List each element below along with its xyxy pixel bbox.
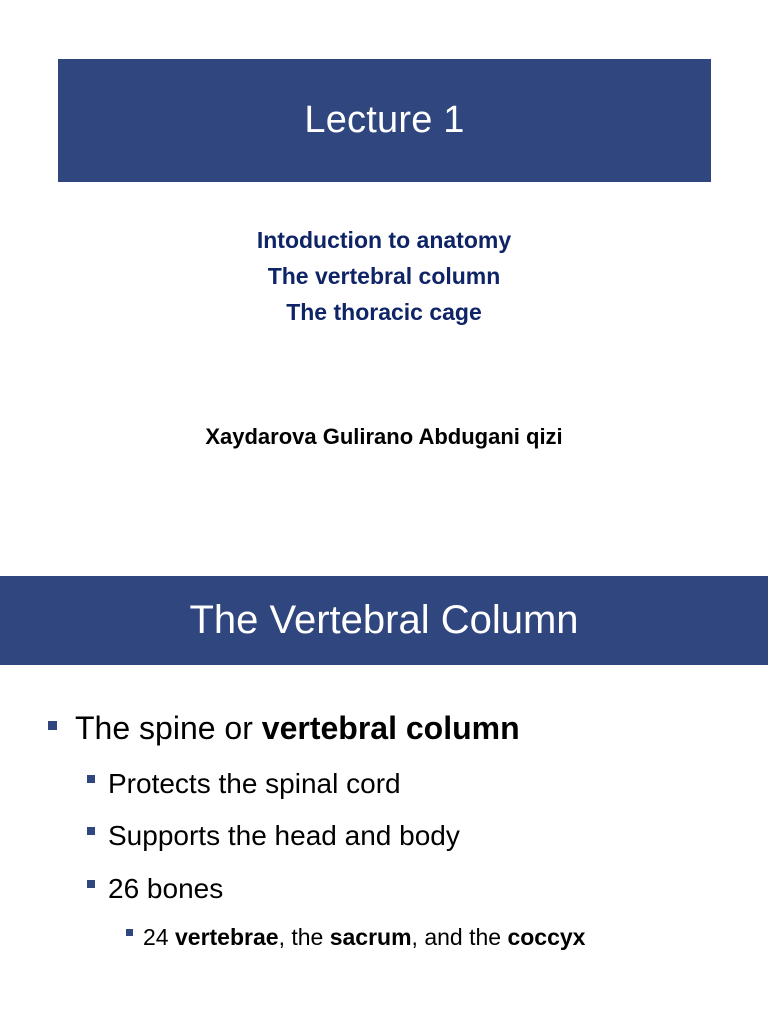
slide1-title-bar xyxy=(58,59,711,182)
square-bullet-icon xyxy=(126,929,133,936)
bullet-vertebrae-bold2: sacrum xyxy=(329,924,412,950)
subtitle-line-1: Intoduction to anatomy xyxy=(256,227,512,253)
bullet-supports: Supports the head and body xyxy=(108,820,460,851)
slide1-title: Lecture 1 xyxy=(304,99,465,141)
subtitle-line-3: The thoracic cage xyxy=(286,299,482,325)
square-bullet-icon xyxy=(48,721,57,730)
slide1-subtitle xyxy=(0,222,768,330)
bullet-vertebrae-bold1: vertebrae xyxy=(174,924,279,950)
slide2-title: The Vertebral Column xyxy=(189,598,579,642)
square-bullet-icon xyxy=(87,775,95,783)
bullet-vertebrae-t3: , and the xyxy=(411,924,508,950)
bullet-spine xyxy=(75,710,520,747)
square-bullet-icon xyxy=(87,880,95,888)
bullet-protects: Protects the spinal cord xyxy=(108,768,401,799)
bullet-spine-bold: vertebral column xyxy=(261,710,520,746)
bullet-bones: 26 bones xyxy=(108,873,224,904)
subtitle-line-2: The vertebral column xyxy=(267,263,501,289)
bullet-vertebrae-bold3: coccyx xyxy=(507,924,586,950)
square-bullet-icon xyxy=(87,827,95,835)
author-name: Xaydarova Gulirano Abdugani qizi xyxy=(205,424,563,449)
slide2-title-bar xyxy=(0,576,768,665)
bullet-spine-text: The spine or xyxy=(75,710,262,746)
bullet-vertebrae-t1: 24 xyxy=(143,924,175,950)
bullet-vertebrae xyxy=(143,924,585,951)
bullet-vertebrae-t2: , the xyxy=(278,924,330,950)
